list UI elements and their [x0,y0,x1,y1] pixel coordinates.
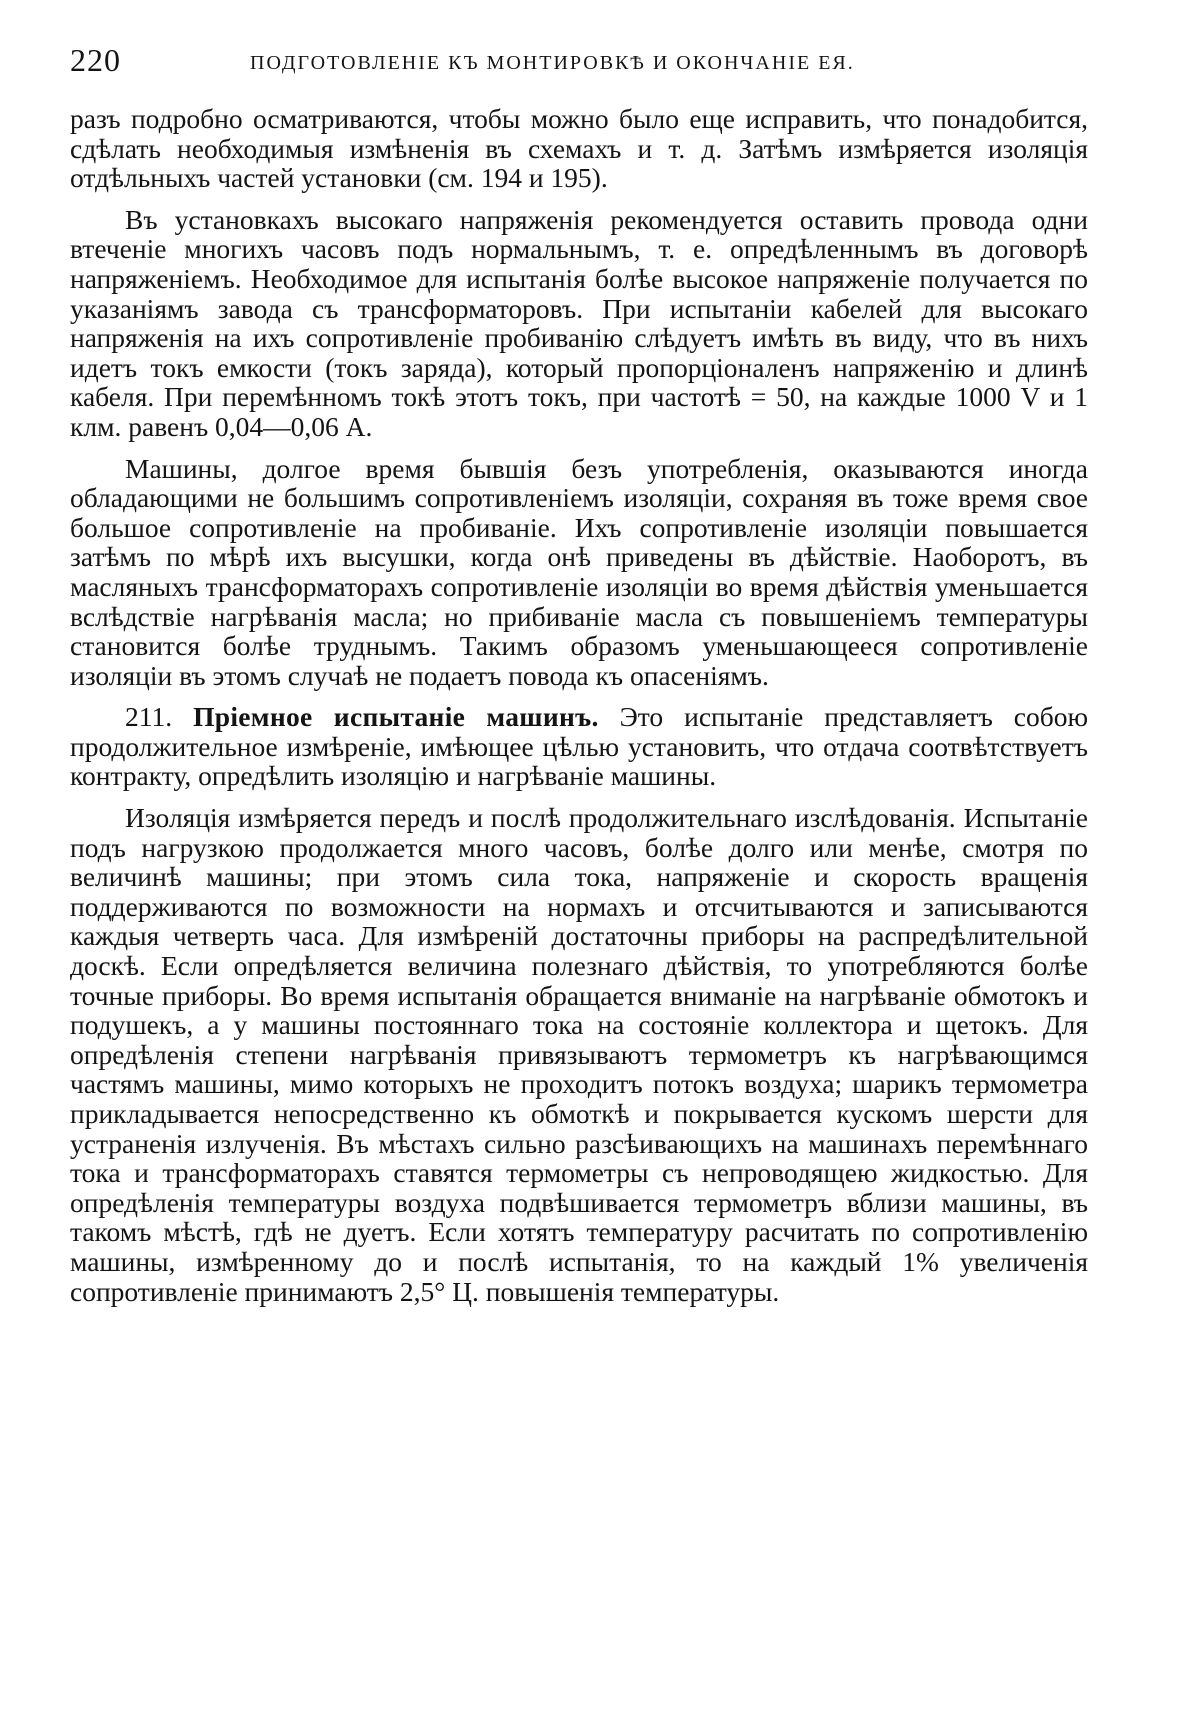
paragraph-idle-machines: Машины, долгое время бывшія безъ употребленія, оказываются иногда обладающими не большимъ сопротивленіемъ изоляціи, сохраняя въ тоже время свое большое сопротивленіе на пробиваніе. Ихъ сопротивленіе изоляціи повышается затѣмъ по мѣрѣ ихъ высушки, когда онѣ приведены въ дѣйствіе. Наоборотъ, въ масляныхъ трансформаторахъ сопротивленіе изоляціи во время дѣйствія уменьшается вслѣдствіе нагрѣванія масла; но прибиваніе масла съ повышеніемъ температуры становится болѣе труднымъ. Такимъ образомъ уменьшающееся сопротивленіе изоляціи въ этомъ случаѣ не подаетъ повода къ опасеніямъ. [70,452,1088,691]
paragraph-high-voltage: Въ установкахъ высокаго напряженія рекомендуется оставить провода одни втеченіе многихъ часовъ подъ нормальнымъ, т. е. опредѣленнымъ въ договорѣ напряженіемъ. Необходимое для испытанія болѣе высокое напряженіе получается по указаніямъ завода съ трансформаторовъ. При испытаніи кабелей для высокаго напряженія на ихъ сопротивленіе пробиванію слѣдуетъ имѣть въ виду, что въ нихъ идетъ токъ емкости (токъ заряда), который пропорціоналенъ напряженію и длинѣ кабеля. При перемѣнномъ токѣ этотъ токъ, при частотѣ = 50, на каждые 1000 V и 1 клм. равенъ 0,04—0,06 А. [70,203,1088,442]
section-211 [70,702,1088,791]
running-title: ПОДГОТОВЛЕНІЕ КЪ МОНТИРОВКѢ И ОКОНЧАНІЕ ЕЯ. [250,52,855,74]
paragraph-continuation: разъ подробно осматриваются, чтобы можно было еще исправить, что понадобится, сдѣлать необходимыя измѣненія въ схемахъ и т. д. Затѣмъ измѣряется изоляція отдѣльныхъ частей установки (см. 194 и 195). [70,103,1088,194]
page-header [70,42,1088,90]
book-page [70,42,1088,1318]
section-text: Это испытаніе представляетъ собою продолжительное измѣреніе, имѣющее цѣлью установить, что отдача соотвѣтствуетъ контракту, опредѣлить изоляцію и нагрѣваніе машины. [70,701,1089,792]
section-number: 211. [125,701,173,733]
page-number: 220 [70,42,121,78]
section-title: Пріемное испытаніе машинъ. [193,701,599,733]
paragraph-insulation-measurement: Изоляція измѣряется передъ и послѣ продолжительнаго изслѣдованія. Испытаніе подъ нагрузкою продолжается много часовъ, болѣе долго или менѣе, смотря по величинѣ машины; при этомъ сила тока, напряженіе и скорость вращенія поддерживаются по возможности на нормахъ и отсчитываются и записываются каждыя четверть часа. Для измѣреній достаточны приборы на распредѣлительной доскѣ. Если опредѣляется величина полезнаго дѣйствія, то употребляются болѣе точные приборы. Во время испытанія обращается вниманіе на нагрѣваніе обмотокъ и подушекъ, а у машины постояннаго тока на состояніе коллектора и щетокъ. Для опредѣленія степени нагрѣванія привязываютъ термометръ къ нагрѣвающимся частямъ машины, мимо которыхъ не проходитъ потокъ воздуха; шарикъ термометра прикладывается непосредственно къ обмоткѣ и покрывается кускомъ шерсти для устраненія излученія. Въ мѣстахъ сильно разсѣивающихъ на машинахъ перемѣннаго тока и трансформаторахъ ставятся термометры съ непроводящею жидкостью. Для опредѣленія температуры воздуха подвѣшивается термометръ вблизи машины, въ такомъ мѣстѣ, гдѣ не дуетъ. Если хотятъ температуру расчитать по сопротивленію машины, измѣренному до и послѣ испытанія, то на каждый 1% увеличенія сопротивленіе принимаютъ 2,5° Ц. повышенія температуры. [70,802,1088,1307]
